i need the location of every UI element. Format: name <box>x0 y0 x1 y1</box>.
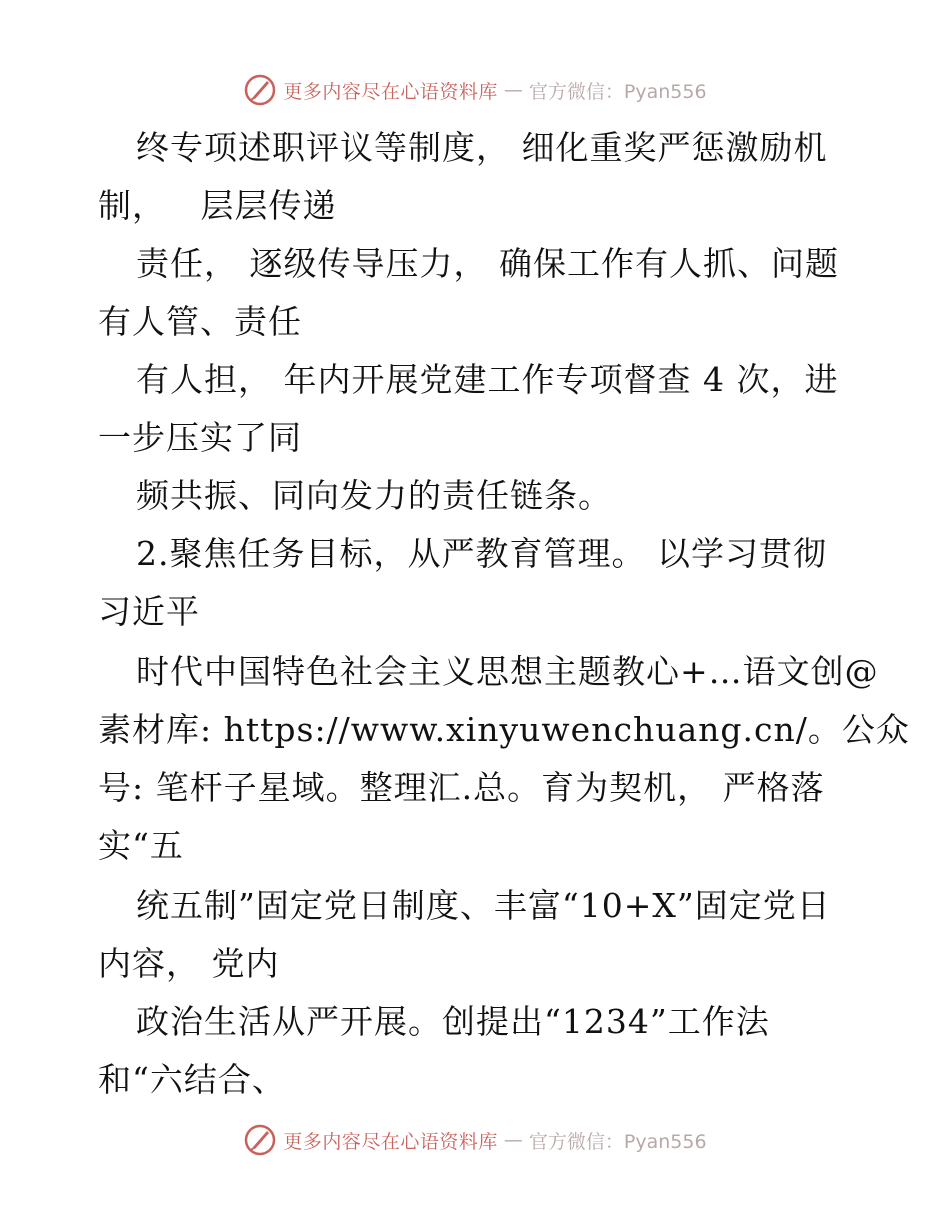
body-line: 有人管、责任 <box>98 302 302 341</box>
body-line: 政治生活从严开展。创提出“1234”工作法 <box>136 1002 770 1041</box>
body-line: 习近平 <box>98 592 200 631</box>
body-line: 时代中国特色社会主义思想主题教心+…语文创@ <box>136 652 879 691</box>
body-line: 2.聚焦任务目标，从严教育管理。 以学习贯彻 <box>136 534 827 573</box>
body-line: 内容， 党内 <box>98 944 280 983</box>
header-separator: — <box>503 79 523 101</box>
body-line: 实“五 <box>98 826 184 865</box>
footer-banner <box>0 1120 950 1160</box>
header-contact: 官方微信：Pyan556 <box>528 80 707 103</box>
body-line: 统五制”固定党日制度、丰富“10+X”固定党日 <box>136 886 831 925</box>
body-line: 有人担， 年内开展党建工作专项督查 4 次，进 <box>136 360 839 399</box>
body-line: 号: 笔杆子星域。整理汇.总。育为契机， 严格落 <box>98 768 825 807</box>
footer-site-text: 更多内容尽在心语资料库 <box>283 1130 498 1153</box>
body-line: 终专项述职评议等制度， 细化重奖严惩激励机 <box>136 128 828 167</box>
body-line: 和“六结合、 <box>98 1060 286 1099</box>
quill-pen-logo-icon <box>243 1123 277 1157</box>
body-line: 素材库: https://www.xinyuwenchuang.cn/。公众 <box>98 710 910 749</box>
footer-contact: 官方微信：Pyan556 <box>528 1130 707 1153</box>
header-site-text: 更多内容尽在心语资料库 <box>283 80 498 103</box>
footer-separator: — <box>503 1129 523 1151</box>
body-line: 责任， 逐级传导压力， 确保工作有人抓、问题 <box>136 244 839 283</box>
body-line: 制， 层层传递 <box>98 186 337 225</box>
body-line: 一步压实了同 <box>98 418 302 457</box>
body-line: 频共振、同向发力的责任链条。 <box>136 476 612 515</box>
